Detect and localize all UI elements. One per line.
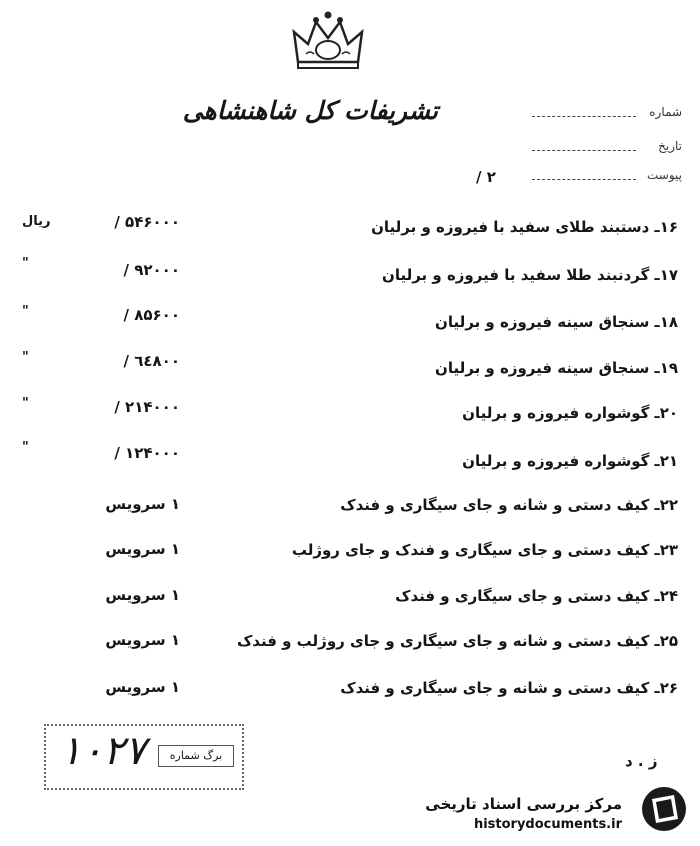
watermark-url: historydocuments.ir: [473, 817, 622, 832]
item-22-quantity: ۱ سرویس: [105, 495, 180, 513]
crown-emblem: [288, 10, 368, 72]
item-16-amount: / ۵۴۶۰۰۰: [114, 213, 180, 231]
item-17-amount: / ۹۲۰۰۰: [123, 261, 180, 279]
attachment-field: [532, 166, 682, 186]
item-24: ۲۴ـ کیف دستی و جای سیگاری و فندک: [395, 587, 678, 605]
attachment-field-label: پیوست: [647, 168, 682, 182]
item-26-quantity: ۱ سرویس: [105, 678, 180, 696]
archive-stamp-number: ۱۰۲۷: [60, 728, 146, 774]
item-18-amount: / ۸۵۶۰۰: [123, 306, 180, 324]
item-21-unit: ": [22, 440, 29, 455]
initials: ز . د: [625, 752, 658, 770]
number-field-line: [532, 116, 636, 117]
item-19-unit: ": [22, 350, 29, 365]
date-field: [532, 137, 682, 157]
archive-stamp-label: برگ شماره: [158, 745, 234, 767]
date-field-label: تاریخ: [658, 139, 682, 153]
item-23: ۲۳ـ کیف دستی و جای سیگاری و فندک و جای روژلب: [291, 541, 678, 559]
number-field: [532, 103, 682, 123]
item-16-unit: ریال: [22, 214, 51, 229]
item-16: ۱۶ـ دستبند طلای سفید با فیروزه و برلیان: [371, 218, 678, 236]
page-number: / ۲: [476, 168, 496, 186]
item-18-unit: ": [22, 304, 29, 319]
watermark-title: مرکز بررسی اسناد تاریخی: [425, 795, 622, 813]
item-23-quantity: ۱ سرویس: [105, 540, 180, 558]
item-20: ۲۰ـ گوشواره فیروزه و برلیان: [462, 404, 678, 422]
item-21: ۲۱ـ گوشواره فیروزه و برلیان: [462, 452, 678, 470]
number-field-label: شماره: [649, 105, 682, 119]
item-25-quantity: ۱ سرویس: [105, 631, 180, 649]
item-20-unit: ": [22, 396, 29, 411]
letterhead-title: تشریفات کل شاهنشاهی: [182, 96, 438, 125]
item-20-amount: / ۲۱۴۰۰۰: [114, 398, 180, 416]
item-19: ۱۹ـ سنجاق سینه فیروزه و برلیان: [435, 359, 678, 377]
item-24-quantity: ۱ سرویس: [105, 586, 180, 604]
item-19-amount: / ٦٤٨٠٠: [123, 352, 180, 370]
item-25: ۲۵ـ کیف دستی و شانه و جای سیگاری و جای روژلب و فندک: [236, 632, 678, 650]
item-17-unit: ": [22, 256, 29, 271]
item-18: ۱۸ـ سنجاق سینه فیروزه و برلیان: [435, 313, 678, 331]
item-22: ۲۲ـ کیف دستی و شانه و جای سیگاری و فندک: [340, 496, 678, 514]
date-field-line: [532, 150, 636, 151]
item-26: ۲۶ـ کیف دستی و شانه و جای سیگاری و فندک: [340, 679, 678, 697]
item-21-amount: / ۱۲۴۰۰۰: [114, 444, 180, 462]
attachment-field-line: [532, 179, 636, 180]
watermark-logo-icon: [640, 785, 688, 833]
item-17: ۱۷ـ گردنبند طلا سفید با فیروزه و برلیان: [382, 266, 678, 284]
